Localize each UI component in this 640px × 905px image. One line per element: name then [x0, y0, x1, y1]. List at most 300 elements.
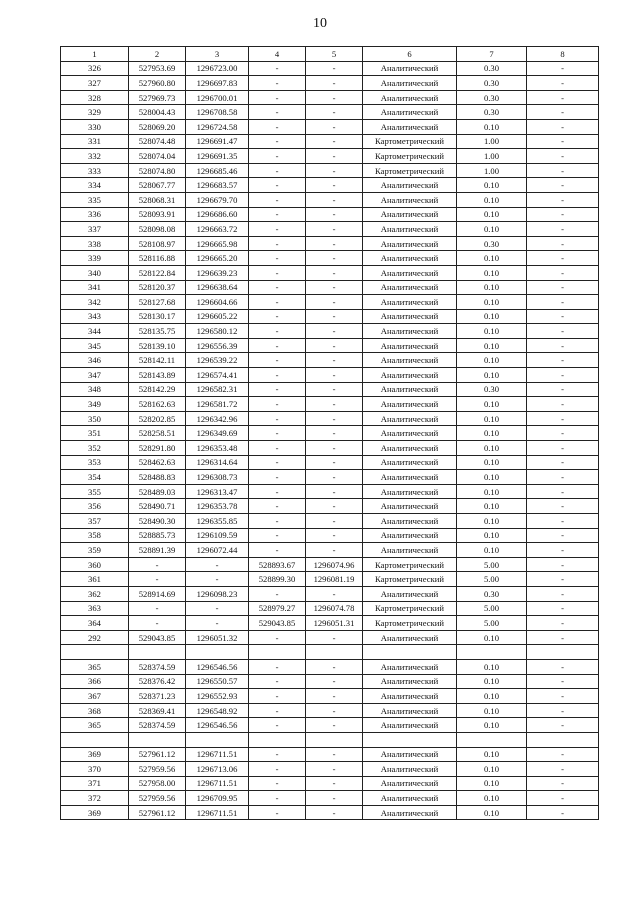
table-cell: -	[527, 207, 599, 222]
table-cell: 1296723.00	[186, 61, 249, 76]
table-row	[61, 703, 599, 718]
table-cell: -	[249, 762, 306, 777]
table-cell: -	[249, 61, 306, 76]
table-cell: 0.10	[457, 280, 527, 295]
table-cell: -	[249, 368, 306, 383]
table-cell	[186, 645, 249, 660]
table-cell: 369	[61, 805, 129, 820]
table-cell: 527969.73	[129, 90, 186, 105]
table-cell: -	[527, 499, 599, 514]
table-cell: 335	[61, 192, 129, 207]
table-cell: 337	[61, 222, 129, 237]
table-cell: 0.30	[457, 236, 527, 251]
table-cell: 528122.84	[129, 265, 186, 280]
table-cell: -	[527, 368, 599, 383]
column-header: 6	[363, 47, 457, 62]
table-cell: 527959.56	[129, 791, 186, 806]
table-cell: -	[527, 397, 599, 412]
table-cell: -	[249, 324, 306, 339]
table-cell: 1296711.51	[186, 747, 249, 762]
table-row	[61, 586, 599, 601]
table-cell: 528258.51	[129, 426, 186, 441]
table-cell: Аналитический	[363, 353, 457, 368]
table-cell: -	[306, 61, 363, 76]
table-cell: 1296700.01	[186, 90, 249, 105]
table-cell: 1296546.56	[186, 718, 249, 733]
table-cell: -	[306, 309, 363, 324]
table-cell: 365	[61, 718, 129, 733]
table-cell: -	[249, 470, 306, 485]
table-cell: 353	[61, 455, 129, 470]
table-cell: 528885.73	[129, 528, 186, 543]
table-cell: 1296556.39	[186, 338, 249, 353]
table-cell: Аналитический	[363, 222, 457, 237]
table-cell: 528135.75	[129, 324, 186, 339]
table-row	[61, 791, 599, 806]
table-cell	[249, 645, 306, 660]
table-row	[61, 747, 599, 762]
table-cell: -	[527, 776, 599, 791]
table-cell: 0.10	[457, 426, 527, 441]
table-cell: Аналитический	[363, 192, 457, 207]
table-cell: 5.00	[457, 557, 527, 572]
table-cell: -	[527, 134, 599, 149]
table-cell: -	[527, 455, 599, 470]
table-cell: -	[129, 557, 186, 572]
table-cell: 527959.56	[129, 762, 186, 777]
table-cell: 354	[61, 470, 129, 485]
table-cell: 355	[61, 484, 129, 499]
table-cell: 1296697.83	[186, 76, 249, 91]
table-cell: Аналитический	[363, 295, 457, 310]
table-cell: 329	[61, 105, 129, 120]
table-cell: 328	[61, 90, 129, 105]
table-cell	[363, 732, 457, 747]
table-cell: 528127.68	[129, 295, 186, 310]
table-cell: 528143.89	[129, 368, 186, 383]
table-cell: -	[527, 557, 599, 572]
table-cell: 0.30	[457, 90, 527, 105]
table-cell: 333	[61, 163, 129, 178]
table-cell: -	[306, 105, 363, 120]
table-row	[61, 280, 599, 295]
table-cell: 1296708.58	[186, 105, 249, 120]
table-cell: 350	[61, 411, 129, 426]
table-cell: -	[527, 338, 599, 353]
table-cell: 0.30	[457, 105, 527, 120]
table-cell: -	[306, 426, 363, 441]
table-cell: -	[249, 528, 306, 543]
table-cell: -	[249, 630, 306, 645]
table-cell: 528068.31	[129, 192, 186, 207]
table-cell: 528914.69	[129, 586, 186, 601]
table-cell: 1296355.85	[186, 514, 249, 529]
table-cell: 1296353.78	[186, 499, 249, 514]
table-cell: 365	[61, 659, 129, 674]
table-cell: -	[249, 353, 306, 368]
table-cell: Аналитический	[363, 178, 457, 193]
table-cell: Картометрический	[363, 572, 457, 587]
table-cell: Аналитический	[363, 265, 457, 280]
table-cell: -	[306, 499, 363, 514]
table-cell: -	[306, 207, 363, 222]
table-cell: 361	[61, 572, 129, 587]
table-cell: -	[306, 747, 363, 762]
table-cell: -	[527, 236, 599, 251]
table-cell: -	[527, 163, 599, 178]
table-cell: 330	[61, 119, 129, 134]
table-cell: 0.10	[457, 499, 527, 514]
table-cell: Аналитический	[363, 368, 457, 383]
table-cell: 357	[61, 514, 129, 529]
table-cell: 1296081.19	[306, 572, 363, 587]
table-cell: 0.10	[457, 397, 527, 412]
table-cell: -	[527, 295, 599, 310]
column-header: 4	[249, 47, 306, 62]
separator-row	[61, 645, 599, 660]
table-cell: 1296711.51	[186, 776, 249, 791]
table-cell: 0.30	[457, 586, 527, 601]
table-cell: 1296713.06	[186, 762, 249, 777]
table-cell: 0.10	[457, 324, 527, 339]
table-cell: 1296724.58	[186, 119, 249, 134]
table-cell: Аналитический	[363, 718, 457, 733]
table-cell	[363, 645, 457, 660]
table-cell: -	[527, 703, 599, 718]
table-cell: -	[249, 134, 306, 149]
table-cell: 0.10	[457, 353, 527, 368]
table-cell: 528093.91	[129, 207, 186, 222]
table-cell: 1.00	[457, 134, 527, 149]
table-cell: 0.30	[457, 76, 527, 91]
table-cell: 528142.29	[129, 382, 186, 397]
table-cell: 1296691.35	[186, 149, 249, 164]
table-cell: 362	[61, 586, 129, 601]
table-row	[61, 309, 599, 324]
table-cell: -	[249, 338, 306, 353]
table-cell: Аналитический	[363, 499, 457, 514]
table-cell: 339	[61, 251, 129, 266]
table-row	[61, 324, 599, 339]
table-cell: 528074.80	[129, 163, 186, 178]
table-row	[61, 659, 599, 674]
column-header: 5	[306, 47, 363, 62]
table-cell: 5.00	[457, 572, 527, 587]
column-header: 2	[129, 47, 186, 62]
table-cell: 1296711.51	[186, 805, 249, 820]
table-cell: 0.10	[457, 528, 527, 543]
table-cell: 0.10	[457, 703, 527, 718]
table-cell: -	[306, 149, 363, 164]
table-cell: -	[306, 90, 363, 105]
table-cell: -	[306, 455, 363, 470]
column-header: 3	[186, 47, 249, 62]
table-cell: 1296663.72	[186, 222, 249, 237]
table-cell: 1296686.60	[186, 207, 249, 222]
table-cell: 1296580.12	[186, 324, 249, 339]
table-cell: Аналитический	[363, 90, 457, 105]
table-cell: Аналитический	[363, 689, 457, 704]
table-cell: Картометрический	[363, 557, 457, 572]
table-cell: -	[249, 382, 306, 397]
table-cell: 368	[61, 703, 129, 718]
table-cell: -	[249, 805, 306, 820]
table-cell: -	[249, 163, 306, 178]
table-cell: -	[527, 470, 599, 485]
table-cell: -	[527, 382, 599, 397]
table-row	[61, 411, 599, 426]
table-row	[61, 222, 599, 237]
table-cell: -	[306, 689, 363, 704]
table-cell: -	[527, 689, 599, 704]
table-cell: -	[249, 76, 306, 91]
table-cell: 1296552.93	[186, 689, 249, 704]
table-cell: -	[186, 601, 249, 616]
table-cell: -	[306, 134, 363, 149]
table-row	[61, 470, 599, 485]
table-cell: 528098.08	[129, 222, 186, 237]
table-row	[61, 426, 599, 441]
table-cell: 1.00	[457, 163, 527, 178]
table-cell: 0.10	[457, 747, 527, 762]
table-cell: -	[527, 747, 599, 762]
table-row	[61, 762, 599, 777]
table-cell: 0.10	[457, 791, 527, 806]
table-cell: 1296709.95	[186, 791, 249, 806]
table-row	[61, 61, 599, 76]
table-row	[61, 265, 599, 280]
table-cell: -	[249, 455, 306, 470]
table-cell: 292	[61, 630, 129, 645]
table-header-row	[61, 47, 599, 62]
table-row	[61, 397, 599, 412]
table-cell: 0.10	[457, 630, 527, 645]
table-cell: 1296581.72	[186, 397, 249, 412]
table-cell: 332	[61, 149, 129, 164]
table-cell: 334	[61, 178, 129, 193]
table-cell: -	[527, 149, 599, 164]
table-row	[61, 528, 599, 543]
table-cell: -	[306, 280, 363, 295]
table-cell: -	[306, 236, 363, 251]
table-row	[61, 149, 599, 164]
table-cell: Аналитический	[363, 324, 457, 339]
table-cell: 0.10	[457, 455, 527, 470]
table-cell: -	[527, 514, 599, 529]
table-cell: -	[306, 324, 363, 339]
table-cell: 1296539.22	[186, 353, 249, 368]
table-cell: -	[249, 207, 306, 222]
table-cell: -	[249, 426, 306, 441]
table-cell: 528490.30	[129, 514, 186, 529]
table-row	[61, 689, 599, 704]
table-cell: -	[249, 674, 306, 689]
table-cell: 0.10	[457, 119, 527, 134]
table-cell: -	[249, 90, 306, 105]
table-cell: -	[306, 718, 363, 733]
table-cell: -	[527, 178, 599, 193]
table-cell: 1296109.59	[186, 528, 249, 543]
table-cell: -	[249, 222, 306, 237]
table-cell	[129, 645, 186, 660]
table-cell: 528120.37	[129, 280, 186, 295]
table-cell: -	[306, 514, 363, 529]
table-cell: Аналитический	[363, 762, 457, 777]
table-cell: -	[249, 280, 306, 295]
table-cell: Картометрический	[363, 163, 457, 178]
table-cell	[457, 732, 527, 747]
table-cell: 0.10	[457, 411, 527, 426]
table-cell	[61, 645, 129, 660]
table-cell: 351	[61, 426, 129, 441]
table-cell: -	[249, 411, 306, 426]
table-cell: 528108.97	[129, 236, 186, 251]
table-cell: 370	[61, 762, 129, 777]
table-cell: 528116.88	[129, 251, 186, 266]
table-row	[61, 718, 599, 733]
table-cell: 340	[61, 265, 129, 280]
table-cell: -	[527, 616, 599, 631]
table-cell: -	[527, 601, 599, 616]
table-cell: -	[249, 397, 306, 412]
table-cell: Аналитический	[363, 441, 457, 456]
table-cell: 0.10	[457, 368, 527, 383]
table-row	[61, 455, 599, 470]
table-cell: -	[527, 762, 599, 777]
table-cell: 528376.42	[129, 674, 186, 689]
table-cell: 343	[61, 309, 129, 324]
table-cell: 0.10	[457, 309, 527, 324]
table-cell: -	[306, 703, 363, 718]
table-cell: 1296074.78	[306, 601, 363, 616]
table-cell: -	[527, 192, 599, 207]
table-row	[61, 601, 599, 616]
table-cell: -	[186, 616, 249, 631]
table-cell: -	[249, 791, 306, 806]
table-cell: 1296605.22	[186, 309, 249, 324]
table-cell	[457, 645, 527, 660]
table-cell: Аналитический	[363, 397, 457, 412]
table-cell: 527958.00	[129, 776, 186, 791]
table-cell: Аналитический	[363, 382, 457, 397]
page-number: 10	[313, 16, 327, 31]
table-cell	[306, 732, 363, 747]
table-cell: 338	[61, 236, 129, 251]
table-cell: -	[306, 441, 363, 456]
table-row	[61, 353, 599, 368]
table-cell: -	[306, 528, 363, 543]
table-cell: 528202.85	[129, 411, 186, 426]
table-cell: Аналитический	[363, 251, 457, 266]
table-cell: -	[527, 309, 599, 324]
table-cell: -	[527, 119, 599, 134]
table-cell: 346	[61, 353, 129, 368]
table-cell: 0.10	[457, 251, 527, 266]
table-cell: -	[249, 441, 306, 456]
table-cell: Аналитический	[363, 586, 457, 601]
table-cell: 336	[61, 207, 129, 222]
table-row	[61, 192, 599, 207]
table-cell: 0.30	[457, 61, 527, 76]
table-cell	[61, 732, 129, 747]
table-cell: 348	[61, 382, 129, 397]
table-cell: -	[249, 484, 306, 499]
table-cell: 367	[61, 689, 129, 704]
table-cell: 0.10	[457, 762, 527, 777]
table-cell: -	[527, 543, 599, 558]
table-cell: -	[527, 265, 599, 280]
table-cell: -	[306, 338, 363, 353]
table-cell: 0.10	[457, 265, 527, 280]
table-cell: 528142.11	[129, 353, 186, 368]
table-cell: Аналитический	[363, 484, 457, 499]
table-cell: Аналитический	[363, 280, 457, 295]
table-cell: 528162.63	[129, 397, 186, 412]
table-cell: 349	[61, 397, 129, 412]
table-cell: -	[527, 791, 599, 806]
table-cell: -	[527, 586, 599, 601]
table-cell: -	[306, 630, 363, 645]
table-cell: -	[306, 762, 363, 777]
table-cell: 1296546.56	[186, 659, 249, 674]
table-cell: 1296308.73	[186, 470, 249, 485]
table-cell: Аналитический	[363, 659, 457, 674]
table-cell: 1296691.47	[186, 134, 249, 149]
table-cell: Аналитический	[363, 76, 457, 91]
table-cell: -	[249, 776, 306, 791]
table-row	[61, 572, 599, 587]
table-cell: 528489.03	[129, 484, 186, 499]
table-cell: Аналитический	[363, 236, 457, 251]
table-cell: 331	[61, 134, 129, 149]
table-cell: 528979.27	[249, 601, 306, 616]
table-cell	[527, 645, 599, 660]
table-cell: 358	[61, 528, 129, 543]
table-cell: 528067.77	[129, 178, 186, 193]
table-row	[61, 441, 599, 456]
table-row	[61, 484, 599, 499]
table-cell: Аналитический	[363, 338, 457, 353]
table-cell: 0.10	[457, 514, 527, 529]
table-cell: 359	[61, 543, 129, 558]
table-cell: -	[306, 163, 363, 178]
table-cell: Аналитический	[363, 105, 457, 120]
table-cell: Аналитический	[363, 805, 457, 820]
table-cell: Аналитический	[363, 703, 457, 718]
table-cell: 529043.85	[249, 616, 306, 631]
table-cell: -	[306, 295, 363, 310]
table-cell: 527953.69	[129, 61, 186, 76]
table-cell: Аналитический	[363, 309, 457, 324]
table-cell: 360	[61, 557, 129, 572]
table-cell: Аналитический	[363, 543, 457, 558]
table-cell: 1296548.92	[186, 703, 249, 718]
table-cell: 364	[61, 616, 129, 631]
table-cell: -	[306, 192, 363, 207]
table-cell: -	[249, 295, 306, 310]
table-cell: -	[249, 586, 306, 601]
table-cell: -	[527, 528, 599, 543]
table-cell: Аналитический	[363, 747, 457, 762]
table-cell	[129, 732, 186, 747]
table-cell: 0.10	[457, 178, 527, 193]
table-cell: 347	[61, 368, 129, 383]
table-cell: 528490.71	[129, 499, 186, 514]
table-row	[61, 178, 599, 193]
table-cell: 1296683.57	[186, 178, 249, 193]
table-cell: -	[249, 192, 306, 207]
table-cell: -	[527, 426, 599, 441]
